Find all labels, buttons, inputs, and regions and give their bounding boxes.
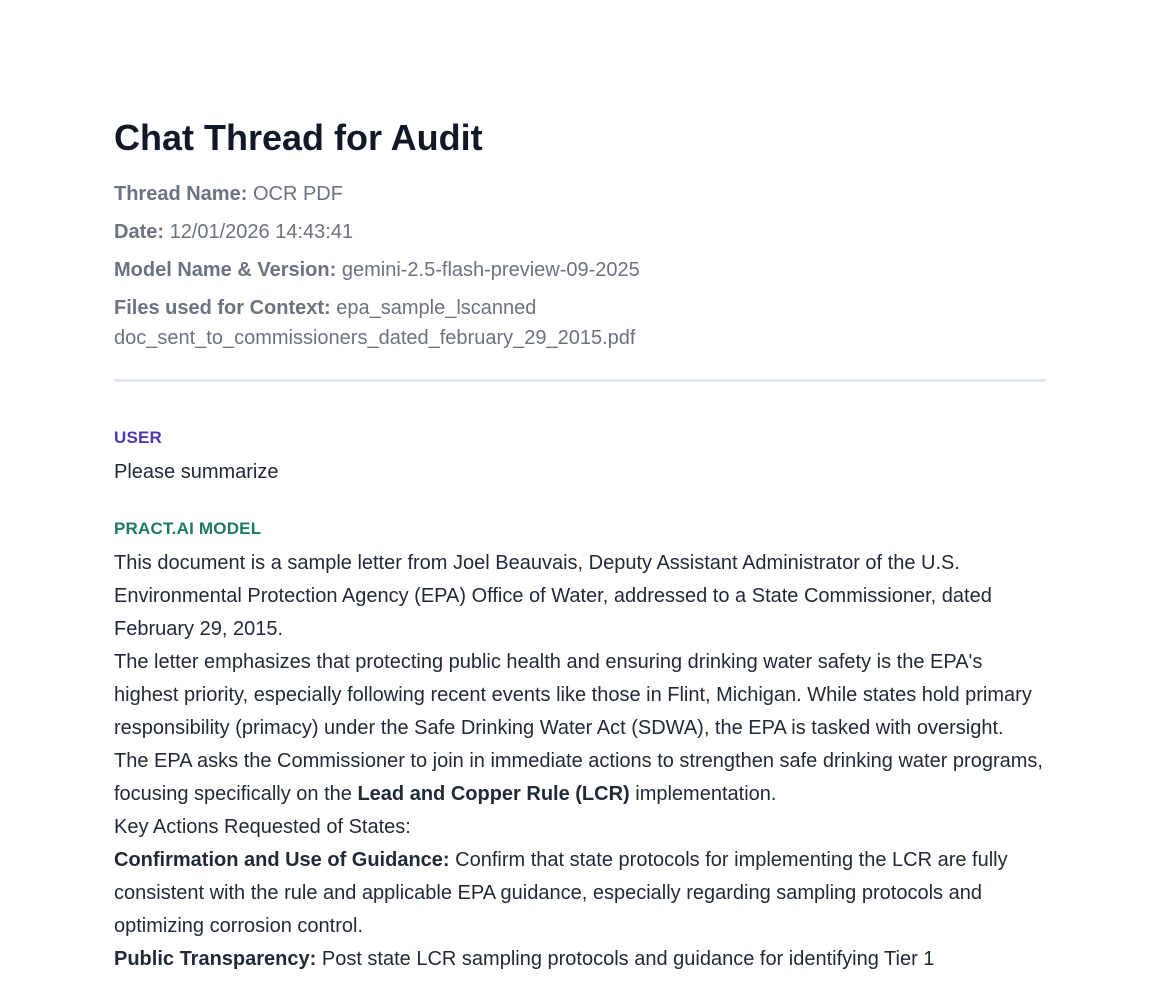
files-value: epa_sample_lscanned doc_sent_to_commissioners_dated_february_29_2015.pdf [114,297,636,350]
model-paragraph-2: The letter emphasizes that protecting public health and ensuring drinking water safety is the EPA's highest priority, especially following recent events like those in Flint, Michigan. While states hold primary responsibility (primacy) under the Safe Drinking Water Act (SDWA), the EPA is tasked with oversight. [114,651,1032,740]
model-paragraph-1: This document is a sample letter from Joel Beauvais, Deputy Assistant Administrator of the U.S. Environmental Protection Agency (EPA) Office of Water, addressed to a State Commissioner, dated February 29, 2015. [114,552,992,641]
thread-name-label: Thread Name: [114,183,248,206]
model-value: gemini-2.5-flash-preview-09-2025 [341,259,640,282]
model-row [114,255,1046,285]
model-paragraph-5 [114,844,1046,943]
files-label: Files used for Context: [114,297,331,320]
page-title: Chat Thread for Audit [114,117,483,158]
files-row [114,293,694,353]
model-paragraph-3 [114,745,1046,811]
p5-text: Confirm that state protocols for implementing the LCR are fully consistent with the rule and applicable EPA guidance, especially regarding sampling protocols and optimizing corrosion control. [114,849,1008,938]
date-value: 12/01/2026 14:43:41 [169,221,354,244]
p5-bold-heading: Confirmation and Use of Guidance: [114,849,450,872]
date-label: Date: [114,221,165,244]
model-paragraph-4: Key Actions Requested of States: [114,816,411,839]
p3-text-before: The EPA asks the Commissioner to join in immediate actions to strengthen safe drinking water programs, focusing specifically on the [114,750,1043,806]
thread-name-value: OCR PDF [252,183,343,206]
date-row [114,217,1046,247]
chat-audit-page [114,0,1046,976]
user-message: Please summarize [114,461,279,484]
model-message [114,547,1046,976]
model-paragraph-6 [114,943,1046,976]
model-label: Model Name & Version: [114,259,337,282]
thread-name-row [114,179,1046,209]
p3-bold-term: Lead and Copper Rule (LCR) [357,783,630,806]
p6-bold-heading: Public Transparency: [114,948,317,971]
p3-text-after: implementation. [629,783,777,806]
model-role-label: PRACT.AI MODEL [114,519,262,539]
header-divider [114,379,1046,382]
user-role-label: USER [114,428,163,448]
p6-text: Post state LCR sampling protocols and guidance for identifying Tier 1 [316,948,935,971]
